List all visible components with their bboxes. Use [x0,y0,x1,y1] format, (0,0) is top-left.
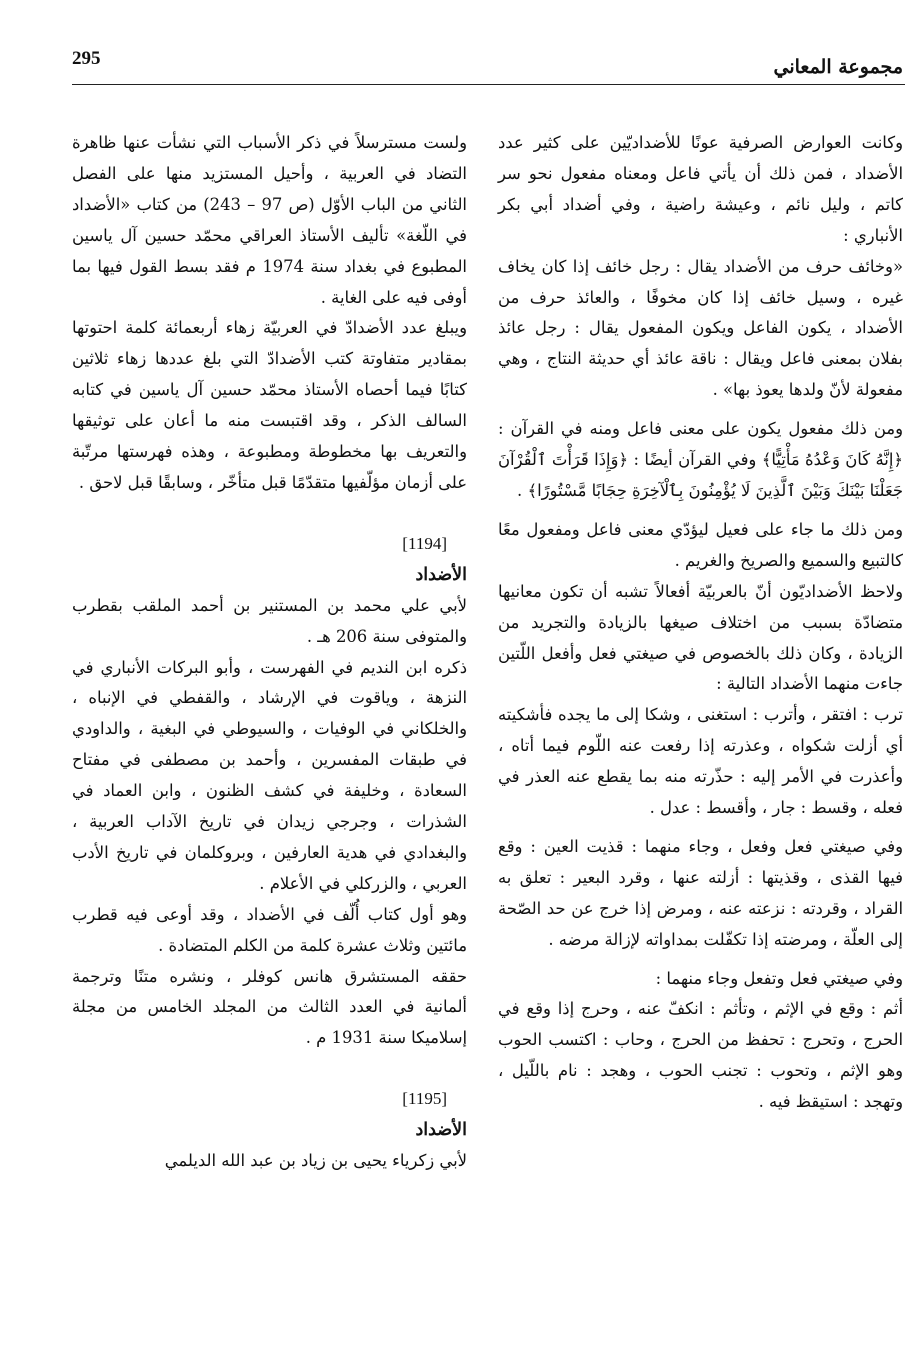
paragraph: وفي صيغتي فعل وتفعل وجاء منهما : [655,968,903,988]
right-column [498,128,903,1118]
paragraph: حققه المستشرق هانس كوفلر ، ونشره متنًا وترجمة ألمانية في العدد الثالث من المجلد الخامس من مجلة إسلاميكا سنة 1931 م . [72,966,467,1048]
paragraph: وفي صيغتي فعل وفعل ، وجاء منهما : قذيت العين : وقع فيها القذى ، وقذيتها : أزلته عنها ، وقرد البعير : تعلق به القراد ، وقردته : نزعته عنه ، ومرض إذا خرج عن حد الصّحة إلى العلّة ، ومرضته إذا تكفّلت بمداواته لإزالة مرضه . [498,836,903,949]
paragraph: وكانت العوارض الصرفية عونًا للأضداديّين على كثير عدد الأضداد ، فمن ذلك أن يأتي فاعل ومعناه مفعول نحو سر كاتم ، وليل نائم ، وعيشة راضية ، وفي أضداد أبي بكر الأنباري : [498,133,903,245]
paragraph: وهو أول كتاب أُلّف في الأضداد ، وقد أوعى فيه قطرب مائتين وثلاث عشرة كلمة من الكلم المتضادة . [72,904,467,955]
paragraph: ويبلغ عدد الأضدادّ في العربيّة زهاء أربعمائة كلمة احتوتها بمقادير متفاوتة كتب الأضدادّ التي بلغ عددها زهاء ثلاثين كتابًا فيما أحصاه الأستاذ محمّد حسين آل ياسين في كتابه السالف الذكر ، وقد اقتبست منه ما أعان على توثيقها والتعريف بها مخطوطة ومطبوعة ، وهذه فهرستها مرتّبة على أزمان مؤلّفيها متقدّمًا قبل متأخّر ، وسابقًا قبل لاحق . [72,318,467,492]
paragraph: ذكره ابن النديم في الفهرست ، وأبو البركات الأنباري في النزهة ، وياقوت في الإرشاد ، والقفطي في الإنباه ، والخلكاني في الوفيات ، والسيوطي في البغية ، والداودي في طبقات المفسرين ، وأحمد بن مصطفى في مفتاح السعادة ، وخليفة في كشف الظنون ، وابن العماد في الشذرات ، وجرجي زيدان في تاريخ الآداب العربية ، والبغدادي في هدية العارفين ، وبروكلمان في تاريخ الأدب العربي ، والزركلي في الأعلام . [72,657,467,893]
paragraph: «وخائف حرف من الأضداد يقال : رجل خائف إذا كان يخاف غيره ، وسيل خائف إذا كان مخوفًا ، والعائذ حرف من الأضداد ، يكون الفاعل ويكون المفعول يقال : رجل عائذ بفلان بمعنى فاعل ويقال : ناقة عائذ أي حديثة النتاج ، وهي مفعولة لأنّ ولدها يعوذ بها» . [498,256,903,400]
running-title: مجموعة المعاني [773,56,903,78]
paragraph: ومن ذلك مفعول يكون على معنى فاعل ومنه في القرآن : ﴿إِنَّهُ كَانَ وَعْدُهُ مَأْتِيًّا﴾ وفي القرآن أيضًا : ﴿وَإِذَا قَرَأْتَ ٱلْقُرْآنَ جَعَلْنَا بَيْنَكَ وَبَيْنَ ٱلَّذِينَ لَا يُؤْمِنُونَ بِٱلْآخِرَةِ حِجَابًا مَّسْتُورًا﴾ . [498,419,903,500]
header-rule [72,84,905,85]
paragraph: ومن ذلك ما جاء على فعيل ليؤدّي معنى فاعل ومفعول معًا كالتبيع والسميع والصريخ والغريم . [498,519,903,570]
page-number: 295 [72,48,101,69]
entry-title: الأضداد [415,564,467,585]
paragraph: ولاحظ الأضداديّون أنّ بالعربيّة أفعالاً تشبه أن تكون معانيها متضادّة بسبب من اختلاف صيغها بالزيادة والتجريد من الزيادة ، وكان ذلك بالخصوص في صيغتي فعل وأفعل اللّتين جاءت منهما الأضداد التالية : [498,581,903,694]
entry-number: [1195] [402,1089,447,1109]
entry-title: الأضداد [415,1120,467,1141]
paragraph: ولست مسترسلاً في ذكر الأسباب التي نشأت عنها ظاهرة التضاد في العربية ، وأحيل المستزيد منها على الفصل الثاني من الباب الأوّل (ص 97 – 243) من كتاب «الأضداد في اللّغة» تأليف الأستاذ العراقي محمّد حسين آل ياسين المطبوع في بغداد سنة 1974 م فقد بسط القول فيها بما أوفى فيه على الغاية . [72,133,467,307]
paragraph: لأبي علي محمد بن المستنير بن أحمد الملقب بقطرب والمتوفى سنة 206 هـ . [72,595,467,646]
entry-number: [1194] [402,533,447,553]
paragraph: أثم : وقع في الإثم ، وتأثم : انكفّ عنه ، وحرج إذا وقع في الحرج ، وتحرج : تحفظ من الحرج ، وحاب : اكتسب الحوب وهو الإثم ، وتحوب : تجنب الحوب ، وهجد : نام باللّيل ، وتهجد : استيقظ فيه . [498,999,903,1112]
paragraph: لأبي زكرياء يحيى بن زياد بن عبد الله الديلمي [164,1151,467,1171]
left-column [72,128,467,1177]
paragraph: ترب : افتقر ، وأترب : استغنى ، وشكا إلى ما يجده فأشكيته أي أزلت شكواه ، وعذرته إذا رفعت عنه اللّوم فيما أتاه ، وأعذرت في الأمر إليه : حذّرته منه بما يقطع عنه العذر في فعله ، وقسط : جار ، وأقسط : عدل . [498,705,903,818]
